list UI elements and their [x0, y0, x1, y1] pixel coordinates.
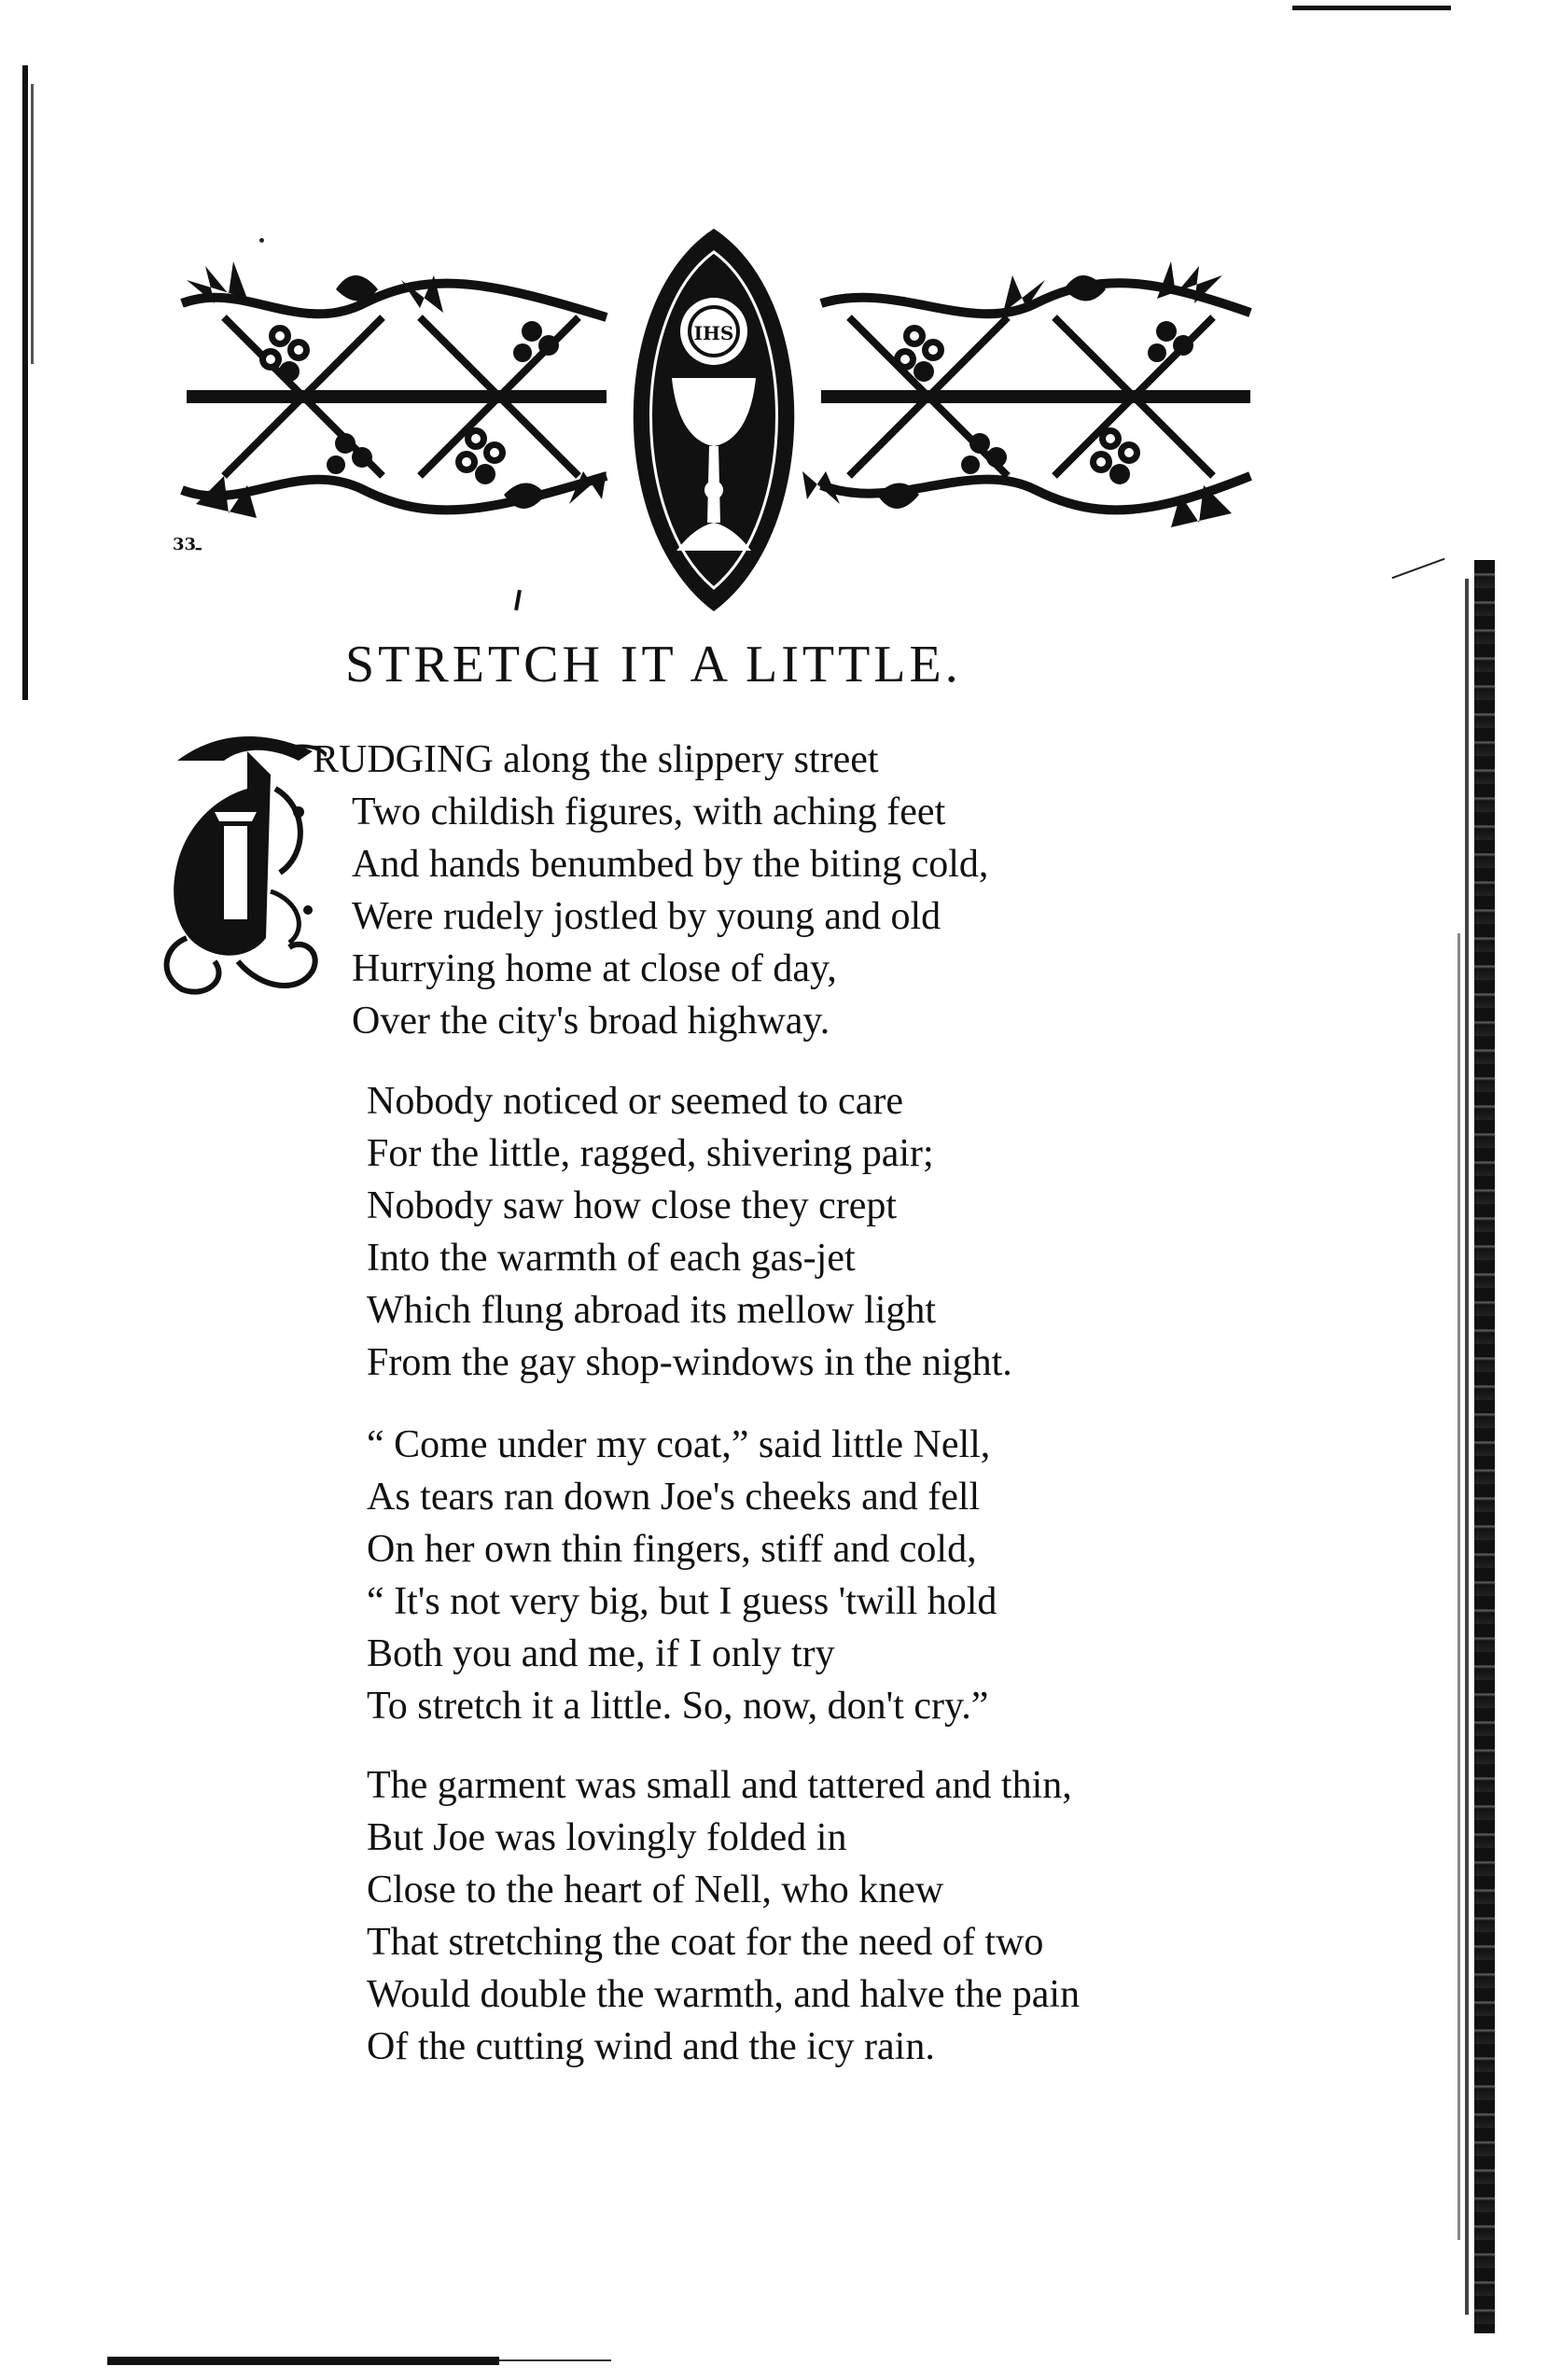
left-scan-edge [22, 65, 28, 700]
svg-text:IHS: IHS [693, 322, 734, 344]
poem-line: Over the city's broad highway. [352, 1000, 830, 1043]
stanza-2 [367, 1075, 1012, 1389]
poem-line: For the little, ragged, shivering pair; [367, 1132, 934, 1175]
poem-title: STRETCH IT A LITTLE. [345, 636, 962, 693]
poem-line: Which flung abroad its mellow light [367, 1289, 937, 1332]
poem-line: “ It's not very big, but I guess 'twill hold [367, 1580, 997, 1623]
poem-line: Close to the heart of Nell, who knew [367, 1869, 944, 1911]
poem-line: To stretch it a little. So, now, don't cry.” [367, 1685, 989, 1728]
top-edge-rule [1292, 6, 1451, 10]
right-edge-tick [1391, 558, 1444, 579]
left-vine-band-icon [177, 261, 607, 518]
poem-line: Of the cutting wind and the icy rain. [367, 2025, 935, 2068]
poem-line: RUDGING along the slippery street [313, 738, 879, 781]
poem-line: Nobody saw how close they crept [367, 1184, 898, 1227]
bottom-edge-rule [107, 2357, 499, 2365]
poem-line: Hurrying home at close of day, [352, 947, 837, 990]
poem-line: On her own thin fingers, stiff and cold, [367, 1528, 977, 1571]
right-scan-edge-line [1457, 933, 1460, 2240]
poem-line: “ Come under my coat,” said little Nell, [367, 1423, 991, 1466]
poem-line: Were rudely jostled by young and old [352, 895, 941, 938]
poem-line: That stretching the coat for the need of two [367, 1921, 1044, 1964]
right-scan-edge [1474, 560, 1495, 2333]
poem-line: Both you and me, if I only try [367, 1632, 835, 1675]
poem-line: But Joe was lovingly folded in [367, 1816, 847, 1859]
stanza-3 [367, 1419, 997, 1732]
drop-cap-icon [159, 723, 327, 1003]
poem-line: Into the warmth of each gas-jet [367, 1237, 856, 1280]
chalice-medallion-icon [634, 229, 795, 611]
poem-line: And hands benumbed by the biting cold, [352, 843, 989, 886]
stanza-4 [367, 1759, 1080, 2073]
poem-line: Two childish figures, with aching feet [352, 791, 946, 833]
poem-line: As tears ran down Joe's cheeks and fell [367, 1476, 981, 1519]
stanza-1 [313, 734, 988, 1047]
poem-line: Nobody noticed or seemed to care [367, 1080, 903, 1123]
right-scan-edge-inner [1465, 579, 1469, 2315]
poem-line: Would double the warmth, and halve the pain [367, 1973, 1081, 2016]
headpiece-ornament-icon [168, 224, 1269, 616]
right-vine-band-icon [802, 261, 1250, 527]
poem-line: From the gay shop-windows in the night. [367, 1341, 1012, 1384]
plate-mark: ـ33 [173, 535, 202, 554]
poem-line: The garment was small and tattered and thin, [367, 1764, 1072, 1807]
